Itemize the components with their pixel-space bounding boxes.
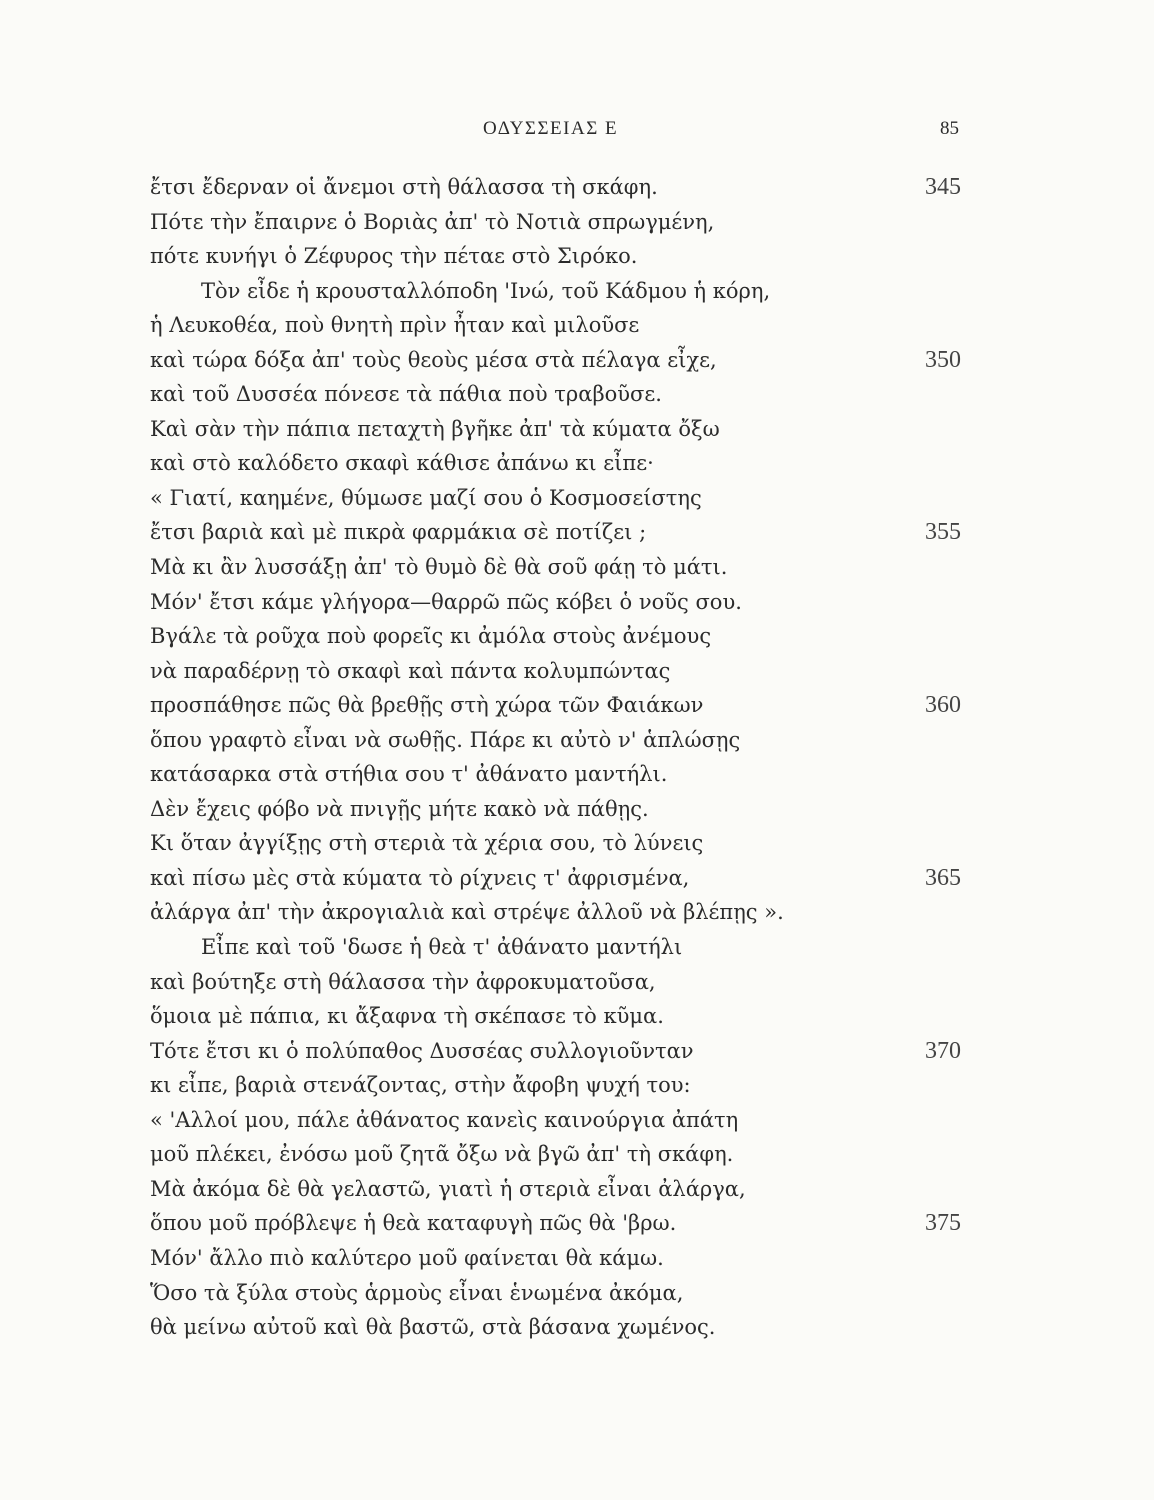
verse-line — [150, 654, 980, 689]
verse-text: καὶ βούτηξε στὴ θάλασσα τὴν ἀφροκυματοῦσα, — [150, 969, 656, 994]
line-number: 375 — [925, 1210, 961, 1237]
verse-text: Τότε ἔτσι κι ὁ πολύπαθος Δυσσέας συλλογιοῦνταν — [150, 1038, 694, 1063]
verse-text: Κι ὅταν ἀγγίξῃς στὴ στεριὰ τὰ χέρια σου, τὸ λύνεις — [150, 831, 704, 856]
verse-text: ἡ Λευκοθέα, ποὺ θνητὴ πρὶν ἦταν καὶ μιλοῦσε — [150, 313, 640, 338]
verse-text: θὰ μείνω αὐτοῦ καὶ θὰ βαστῶ, στὰ βάσανα χωμένος. — [150, 1315, 716, 1340]
verse-line — [150, 757, 980, 792]
verse-text: Μόν' ἔτσι κάμε γλήγορα—θαρρῶ πῶς κόβει ὁ νοῦς σου. — [150, 589, 742, 614]
verse-text: κι εἶπε, βαριὰ στενάζοντας, στὴν ἄφοβη ψυχή του: — [150, 1073, 691, 1098]
verse-text: ὅμοια μὲ πάπια, κι ἄξαφνα τὴ σκέπασε τὸ κῦμα. — [150, 1004, 664, 1029]
verse-line — [150, 585, 980, 620]
line-number: 365 — [925, 864, 961, 891]
verse-line — [150, 239, 980, 274]
verse-line — [150, 1103, 980, 1138]
verse-text: « 'Αλλοί μου, πάλε ἀθάνατος κανεὶς καινούργια ἀπάτη — [150, 1107, 739, 1132]
verse-line — [150, 446, 980, 481]
verse-text: Δὲν ἔχεις φόβο νὰ πνιγῇς μήτε κακὸ νὰ πάθῃς. — [150, 796, 649, 821]
verse-line — [150, 550, 980, 585]
verse-line — [150, 723, 980, 758]
verse-text: νὰ παραδέρνῃ τὸ σκαφὶ καὶ πάντα κολυμπώντας — [150, 658, 671, 683]
verse-text: Τὸν εἶδε ἡ κρουσταλλόποδη 'Ινώ, τοῦ Κάδμου ἡ κόρη, — [201, 278, 771, 303]
line-number: 345 — [925, 174, 961, 200]
verse-line — [150, 999, 980, 1034]
verse-text: μοῦ πλέκει, ἐνόσω μοῦ ζητᾶ ὄξω νὰ βγῶ ἀπ' τὴ σκάφη. — [150, 1142, 734, 1167]
verse-text: καὶ τοῦ Δυσσέα πόνεσε τὰ πάθια ποὺ τραβοῦσε. — [150, 382, 662, 407]
verse-text: ὅπου γραφτὸ εἶναι νὰ σωθῇς. Πάρε κι αὐτὸ ν' ἁπλώσῃς — [150, 727, 741, 752]
verse-text: Μὰ ἀκόμα δὲ θὰ γελαστῶ, γιατὶ ἡ στεριὰ εἶναι ἀλάργα, — [150, 1176, 746, 1201]
verse-text: ἔτσι βαριὰ καὶ μὲ πικρὰ φαρμάκια σὲ ποτίζει ; — [150, 520, 647, 545]
verse-line — [150, 515, 980, 550]
verse-text: Μόν' ἄλλο πιὸ καλύτερο μοῦ φαίνεται θὰ κάμω. — [150, 1245, 664, 1270]
verse-line — [150, 688, 980, 723]
line-number: 355 — [925, 519, 961, 546]
verse-text: Πότε τὴν ἔπαιρνε ὁ Βοριὰς ἀπ' τὸ Νοτιὰ σπρωγμένη, — [150, 209, 715, 234]
verse-text: καὶ στὸ καλόδετο σκαφὶ κάθισε ἀπάνω κι εἶπε· — [150, 451, 654, 476]
verse-line — [150, 1276, 980, 1311]
verse-line — [150, 308, 980, 343]
verse-text: Βγάλε τὰ ροῦχα ποὺ φορεῖς κι ἀμόλα στοὺς ἀνέμους — [150, 624, 712, 649]
verse-line — [150, 1034, 980, 1069]
verse-text: καὶ τώρα δόξα ἀπ' τοὺς θεοὺς μέσα στὰ πέλαγα εἶχε, — [150, 347, 717, 372]
verse-line — [150, 274, 980, 309]
verse-line — [150, 1172, 980, 1207]
verse-line — [150, 481, 980, 516]
line-number: 350 — [925, 346, 961, 373]
verse-line — [150, 965, 980, 1000]
line-number: 370 — [925, 1037, 961, 1064]
verse-text: πότε κυνήγι ὁ Ζέφυρος τὴν πέταε στὸ Σιρόκο. — [150, 244, 638, 269]
verse-line — [150, 826, 980, 861]
verse-text: Ὅσο τὰ ξύλα στοὺς ἁρμοὺς εἶναι ἑνωμένα ἀκόμα, — [150, 1280, 684, 1305]
verse-line — [150, 619, 980, 654]
verse-text: « Γιατί, καημένε, θύμωσε μαζί σου ὁ Κοσμοσείστης — [150, 485, 702, 510]
verse-text: ἀλάργα ἀπ' τὴν ἀκρογιαλιὰ καὶ στρέψε ἀλλοῦ νὰ βλέπῃς ». — [150, 900, 784, 925]
page-number: 85 — [940, 118, 959, 139]
verse-text: Μὰ κι ἂν λυσσάξῃ ἀπ' τὸ θυμὸ δὲ θὰ σοῦ φάῃ τὸ μάτι. — [150, 555, 728, 580]
verse-line — [150, 377, 980, 412]
verse-line — [150, 1137, 980, 1172]
verse-line — [150, 412, 980, 447]
verse-line — [150, 861, 980, 896]
page-header — [0, 118, 1154, 148]
verse-text: ὅπου μοῦ πρόβλεψε ἡ θεὰ καταφυγὴ πῶς θὰ 'βρω. — [150, 1211, 677, 1236]
verse-line — [150, 1068, 980, 1103]
verse-line — [150, 343, 980, 378]
verse-text: κατάσαρκα στὰ στήθια σου τ' ἀθάνατο μαντήλι. — [150, 762, 668, 787]
verse-text: προσπάθησε πῶς θὰ βρεθῇς στὴ χώρα τῶν Φαιάκων — [150, 693, 704, 718]
verse-block — [150, 170, 980, 1345]
verse-line — [150, 1241, 980, 1276]
verse-line — [150, 1206, 980, 1241]
verse-line — [150, 170, 980, 205]
verse-line — [150, 930, 980, 965]
verse-line — [150, 1310, 980, 1345]
running-title: ΟΔΥΣΣΕΙΑΣ Ε — [483, 118, 619, 139]
verse-line — [150, 792, 980, 827]
line-number: 360 — [925, 692, 961, 719]
verse-text: καὶ πίσω μὲς στὰ κύματα τὸ ρίχνεις τ' ἀφρισμένα, — [150, 865, 690, 890]
verse-text: ἔτσι ἔδερναν οἱ ἄνεμοι στὴ θάλασσα τὴ σκάφη. — [150, 175, 658, 199]
verse-line — [150, 895, 980, 930]
verse-text: Καὶ σὰν τὴν πάπια πεταχτὴ βγῆκε ἀπ' τὰ κύματα ὄξω — [150, 416, 720, 441]
verse-text: Εἶπε καὶ τοῦ 'δωσε ἡ θεὰ τ' ἀθάνατο μαντήλι — [201, 935, 683, 960]
verse-line — [150, 205, 980, 240]
